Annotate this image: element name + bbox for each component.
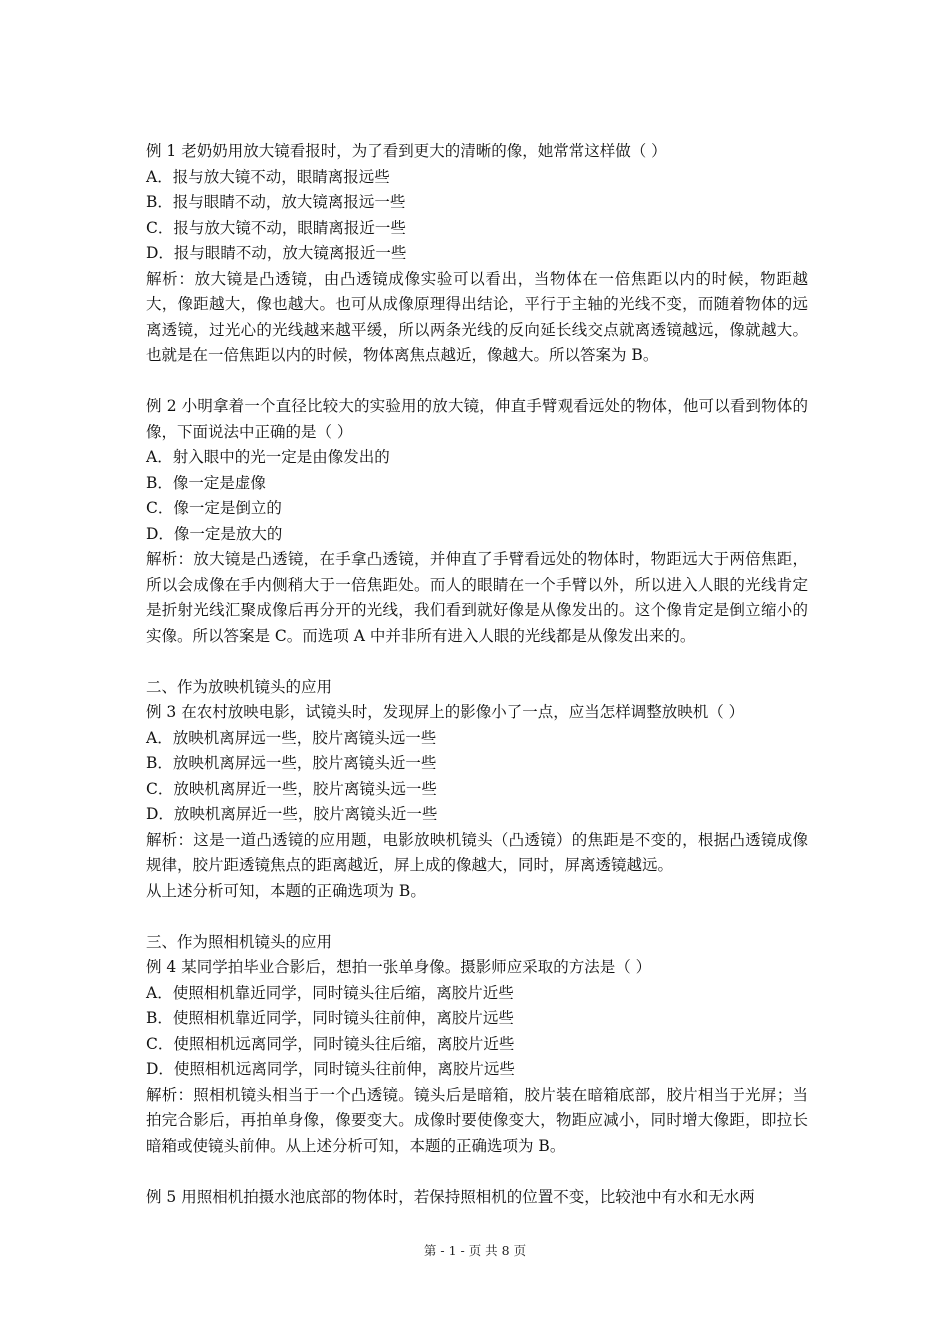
example-4-option-d: D．使照相机远离同学，同时镜头往前伸，离胶片远些 xyxy=(146,1060,515,1078)
example-3-question: 例 3 在农村放映电影，试镜头时，发现屏上的影像小了一点，应当怎样调整放映机（ ） xyxy=(146,703,745,721)
example-1-analysis: 解析：放大镜是凸透镜，由凸透镜成像实验可以看出，当物体在一倍焦距以内的时候，物距越大，像距越大，像也越大。也可从成像原理得出结论，平行于主轴的光线不变，而随着物体的远离透镜，过光心的光线越来越平缓，所以两条光线的反向延长线交点就离透镜越远，像就越大。也就是在一倍焦距以内的时候，物体离焦点越近，像越大。所以答案为 B。 xyxy=(146,269,808,364)
example-3-option-a: A．放映机离屏远一些，胶片离镜头远一些 xyxy=(146,728,437,747)
example-2-option-d: D．像一定是放大的 xyxy=(146,524,283,543)
blank-line xyxy=(146,649,808,675)
blank-line xyxy=(146,904,808,930)
example-4-analysis: 解析：照相机镜头相当于一个凸透镜。镜头后是暗箱，胶片装在暗箱底部，胶片相当于光屏；当拍完合影后，再拍单身像，像要变大。成像时要使像变大，物距应减小，同时增大像距，即拉长暗箱或使镜头前伸。从上述分析可知，本题的正确选项为 B。 xyxy=(146,1085,808,1155)
example-4-option-b: B．使照相机靠近同学，同时镜头往前伸，离胶片远些 xyxy=(146,1009,514,1027)
example-4-option-a: A．使照相机靠近同学，同时镜头往后缩，离胶片近些 xyxy=(146,983,514,1002)
example-1-question: 例 1 老奶奶用放大镜看报时，为了看到更大的清晰的像，她常常这样做（ ） xyxy=(146,142,667,160)
example-1-option-a: A．报与放大镜不动，眼睛离报远些 xyxy=(146,167,390,186)
example-2-option-a: A．射入眼中的光一定是由像发出的 xyxy=(146,448,390,466)
section-2-heading: 二、作为放映机镜头的应用 xyxy=(146,677,333,696)
example-3-option-d: D．放映机离屏近一些，胶片离镜头近一些 xyxy=(146,805,438,823)
blank-line xyxy=(146,1159,808,1185)
example-2-question: 例 2 小明拿着一个直径比较大的实验用的放大镜，伸直手臂观看远处的物体，他可以看到物体的像，下面说法中正确的是（ ） xyxy=(146,397,808,441)
example-1-option-d: D．报与眼睛不动，放大镜离报近一些 xyxy=(146,244,407,262)
section-3-heading: 三、作为照相机镜头的应用 xyxy=(146,932,333,951)
example-3-conclusion: 从上述分析可知，本题的正确选项为 B。 xyxy=(146,881,426,900)
example-2-option-c: C．像一定是倒立的 xyxy=(146,499,282,517)
example-2-analysis: 解析：放大镜是凸透镜，在手拿凸透镜，并伸直了手臂看远处的物体时，物距远大于两倍焦距，所以会成像在手内侧稍大于一倍焦距处。而人的眼睛在一个手臂以外，所以进入人眼的光线肯定是折射光线汇聚成像后再分开的光线，我们看到就好像是从像发出的。这个像肯定是倒立缩小的实像。所以答案是 C。而选项 A 中并非所有进入人眼的光线都是从像发出来的。 xyxy=(146,550,808,645)
page-footer: 第 - 1 - 页 共 8 页 xyxy=(423,1243,527,1258)
example-4-option-c: C．使照相机远离同学，同时镜头往后缩，离胶片近些 xyxy=(146,1034,515,1053)
blank-line xyxy=(146,369,808,395)
example-5-question: 例 5 用照相机拍摄水池底部的物体时，若保持照相机的位置不变，比较池中有水和无水两 xyxy=(146,1187,755,1206)
example-2-option-b: B．像一定是虚像 xyxy=(146,473,266,492)
document-body xyxy=(146,139,808,1210)
example-4-question: 例 4 某同学拍毕业合影后，想拍一张单身像。摄影师应采取的方法是（ ） xyxy=(146,958,652,976)
example-1-option-c: C．报与放大镜不动，眼睛离报近一些 xyxy=(146,218,406,237)
example-3-analysis: 解析：这是一道凸透镜的应用题，电影放映机镜头（凸透镜）的焦距是不变的，根据凸透镜成像规律，胶片距透镜焦点的距离越近，屏上成的像越大，同时，屏离透镜越远。 xyxy=(146,830,808,874)
example-3-option-b: B．放映机离屏远一些，胶片离镜头近一些 xyxy=(146,754,437,772)
example-1-option-b: B．报与眼睛不动，放大镜离报远一些 xyxy=(146,193,406,211)
example-3-option-c: C．放映机离屏近一些，胶片离镜头远一些 xyxy=(146,779,437,798)
